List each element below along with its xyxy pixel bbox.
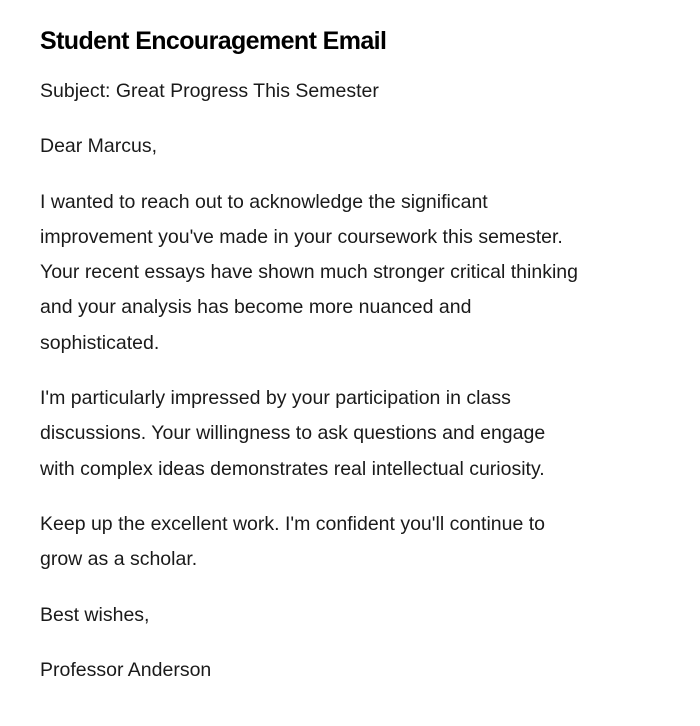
email-subject: Subject: Great Progress This Semester: [40, 80, 379, 102]
paragraph-line: I'm particularly impressed by your participation in class: [40, 387, 511, 410]
paragraph-line: I wanted to reach out to acknowledge the significant: [40, 190, 488, 213]
body-paragraph-1: [40, 185, 660, 361]
paragraph-line: and your analysis has become more nuanced and: [40, 296, 472, 319]
paragraph-line: with complex ideas demonstrates real intellectual curiosity.: [40, 457, 545, 480]
email-document: [40, 24, 660, 708]
paragraph-line: Your recent essays have shown much stronger critical thinking: [40, 261, 578, 284]
paragraph-line: sophisticated.: [40, 331, 160, 354]
paragraph-line: grow as a scholar.: [40, 548, 198, 571]
email-signature: Professor Anderson: [40, 658, 212, 681]
body-paragraph-2: [40, 381, 660, 487]
body-paragraph-3: [40, 507, 660, 578]
document-title: Student Encouragement Email: [40, 27, 387, 55]
email-greeting: Dear Marcus,: [40, 135, 158, 158]
paragraph-line: discussions. Your willingness to ask questions and engage: [40, 422, 546, 445]
paragraph-line: improvement you've made in your coursework this semester.: [40, 225, 563, 248]
paragraph-line: Keep up the excellent work. I'm confident you'll continue to: [40, 512, 545, 535]
email-closing: Best wishes,: [40, 603, 150, 626]
